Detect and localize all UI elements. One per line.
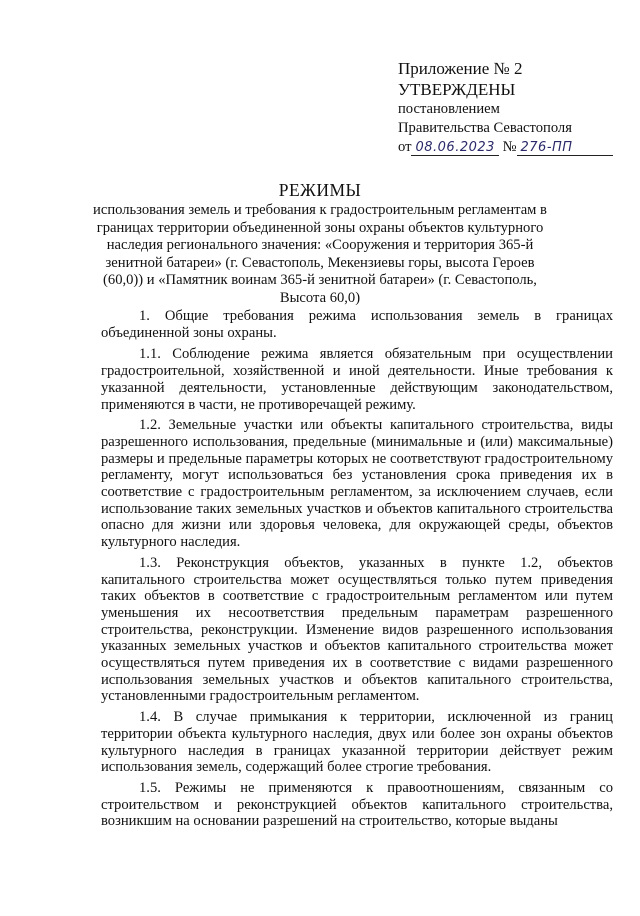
paragraph-1-3: 1.3. Реконструкция объектов, указанных в пункте 1.2, объектов капитального строительства может осуществляться только путем приведения таких объектов в соответствие с градостроительным регламентом или путем уменьшения их несоответствия предельным параметрам разрешенного строительства, реконструкции. Изменение видов разрешенного использования указанных земельных участков и объектов капитального строительства может осуществляться путем приведения их в соответствие с видами разрешенного использования земельных участков и объектов капитального строительства, установленными градостроительным регламентом. [101,554,613,705]
appendix-number: Приложение № 2 [398,59,523,78]
document-subtitle: использования земель и требования к градостроительным регламентам в границах территории объединенной зоны охраны объектов культурного наследия регионального значения: «Сооружения и территория 365-й зенитной батареи» (г. Севастополь, Мекензиевы горы, высота Героев (60,0)) и «Памятник воинам 365-й зенитной батареи» (г. Севастополь, Высота 60,0) [93,202,547,306]
government-label: Правительства Севастополя [398,120,572,136]
date-number-line [398,138,618,157]
approved-label: УТВЕРЖДЕНЫ [398,80,516,99]
document-title: РЕЖИМЫ [278,180,362,200]
decree-label: постановлением [398,101,500,117]
from-label: от [398,139,412,155]
paragraph-1-1: 1.1. Соблюдение режима является обязательным при осуществлении градостроительной, хозяйственной и иной деятельности. Иные требования к указанной деятельности, установленные действующим законодательством, применяются в части, не противоречащей режиму. [101,346,613,413]
paragraph-1: 1. Общие требования режима использования земель в границах объединенной зоны охраны. [101,308,613,341]
paragraph-1-5: 1.5. Режимы не применяются к правоотношениям, связанным со строительством и реконструкцией объектов капитального строительства, возникшим на основании разрешений на строительство, которые выданы [101,779,613,830]
handwritten-date: 08.06.2023 [411,140,498,156]
handwritten-number: 276-ПП [517,140,613,156]
document-body [101,308,613,834]
paragraph-1-4: 1.4. В случае примыкания к территории, исключенной из границ территории объекта культурного наследия, двух или более зон охраны объектов культурного наследия в границах указанной территории действует режим использования земель, содержащий более строгие требования. [101,709,613,776]
paragraph-1-2: 1.2. Земельные участки или объекты капитального строительства, виды разрешенного использования, предельные (минимальные и (или) максимальные) размеры и предельные параметры которых не соответствуют градостроительному регламенту, могут использоваться без установления срока приведения их в соответствие с градостроительным регламентом, за исключением случаев, если использование таких земельных участков и объектов капитального строительства опасно для жизни или здоровья человека, для окружающей среды, объектов культурного наследия. [101,417,613,551]
appendix-block [398,58,618,157]
number-label: № [502,139,517,155]
